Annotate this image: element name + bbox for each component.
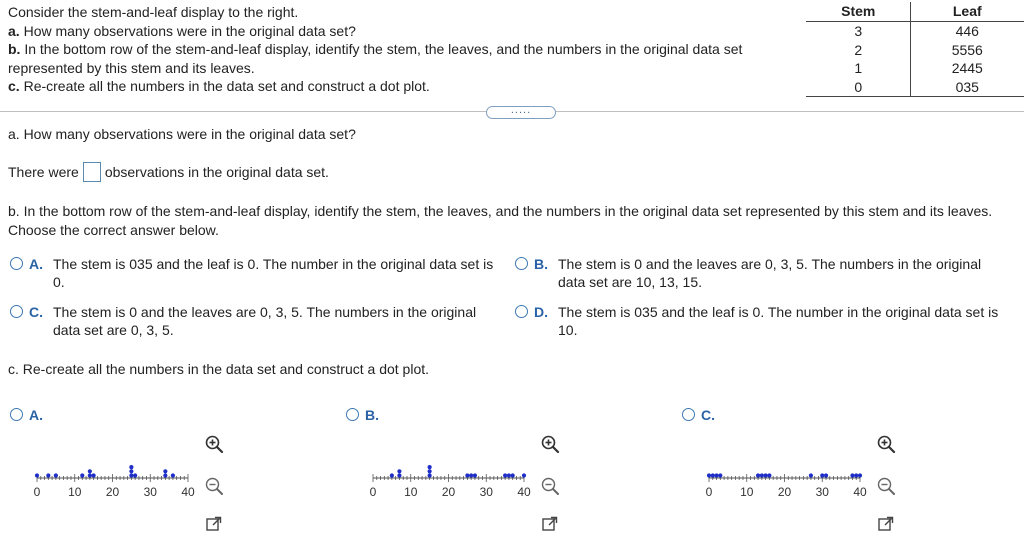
stem-cell: 0 <box>807 78 911 97</box>
choice-letter: C. <box>701 407 715 423</box>
stem-leaf-table <box>806 2 1024 97</box>
table-row <box>807 41 1024 60</box>
zoom-in-icon[interactable] <box>539 433 561 455</box>
data-dot <box>522 473 526 477</box>
tick-label: 20 <box>105 485 120 499</box>
stem-header: Stem <box>807 2 911 22</box>
zoom-out-icon[interactable] <box>203 475 225 497</box>
data-dot <box>92 473 96 477</box>
dot-plot-a <box>30 455 200 500</box>
data-dot <box>390 473 394 477</box>
tick-label: 20 <box>441 485 456 499</box>
data-dot <box>714 473 718 477</box>
tick-label: 20 <box>777 485 792 499</box>
data-dot <box>850 473 854 477</box>
tick-label: 0 <box>369 485 377 499</box>
radio-button[interactable] <box>682 408 695 421</box>
data-dot <box>858 473 862 477</box>
answer-suffix: observations in the original data set. <box>104 164 329 180</box>
data-dot <box>718 473 722 477</box>
part-a-answer-line <box>8 162 329 182</box>
leaf-cell: 2445 <box>951 60 983 76</box>
data-dot <box>163 473 167 477</box>
answer-prefix: There were <box>8 164 79 180</box>
zoom-out-icon[interactable] <box>539 475 561 497</box>
data-dot <box>507 473 511 477</box>
leaf-cell: 446 <box>955 23 979 39</box>
table-row <box>807 59 1024 78</box>
data-dot <box>129 465 133 469</box>
data-dot <box>511 473 515 477</box>
label-a: a. <box>8 22 20 39</box>
data-dot <box>809 473 813 477</box>
data-dot <box>764 473 768 477</box>
data-dot <box>824 473 828 477</box>
data-dot <box>133 473 137 477</box>
data-dot <box>503 473 507 477</box>
intro-b: In the bottom row of the stem-and-leaf display, identify the stem, the leaves, and the numbers in the original data set represented by this stem and its leaves. <box>8 41 743 76</box>
intro-text <box>8 3 808 96</box>
radio-button[interactable] <box>515 305 528 318</box>
popout-icon[interactable] <box>205 515 223 533</box>
data-dot <box>428 469 432 473</box>
label-c: c. <box>8 78 20 94</box>
tick-label: 40 <box>181 485 195 499</box>
choice-letter: A. <box>29 407 43 423</box>
choice-letter: D. <box>534 304 548 320</box>
choice-text: The stem is 0 and the leaves are 0, 3, 5. The numbers in the original data set are 10, 13, 15. <box>558 256 982 290</box>
stem-cell: 1 <box>807 59 911 78</box>
choice-b[interactable] <box>515 255 985 291</box>
data-dot <box>397 473 401 477</box>
tick-label: 0 <box>705 485 713 499</box>
popout-icon[interactable] <box>541 515 559 533</box>
tick-label: 0 <box>33 485 41 499</box>
expand-button[interactable]: ..... <box>486 106 556 119</box>
data-dot <box>80 473 84 477</box>
leaf-header: Leaf <box>910 2 1024 22</box>
radio-button[interactable] <box>515 257 528 270</box>
plot-option-c[interactable] <box>682 406 725 424</box>
data-dot <box>163 469 167 473</box>
data-dot <box>88 469 92 473</box>
dot-plot-b <box>366 455 536 500</box>
radio-button[interactable] <box>10 305 23 318</box>
data-dot <box>854 473 858 477</box>
data-dot <box>469 473 473 477</box>
data-dot <box>129 469 133 473</box>
part-c-question: c. Re-create all the numbers in the data set and construct a dot plot. <box>8 361 430 377</box>
choice-text: The stem is 035 and the leaf is 0. The number in the original data set is 10. <box>558 304 999 338</box>
label-b: b. <box>8 41 21 57</box>
choice-letter: C. <box>29 304 43 320</box>
data-dot <box>171 473 175 477</box>
data-dot <box>54 473 58 477</box>
data-dot <box>428 473 432 477</box>
tick-label: 30 <box>143 485 157 499</box>
data-dot <box>397 469 401 473</box>
intro-line: Consider the stem-and-leaf display to the right. <box>8 4 299 20</box>
choice-d[interactable] <box>515 303 1015 339</box>
zoom-in-icon[interactable] <box>203 433 225 455</box>
tick-label: 10 <box>68 485 82 499</box>
leaf-cell: 035 <box>910 78 1024 97</box>
data-dot <box>129 473 133 477</box>
choice-c[interactable] <box>10 303 480 339</box>
observations-input[interactable] <box>83 162 101 182</box>
choice-text: The stem is 0 and the leaves are 0, 3, 5. The numbers in the original data set are 0, 3, 5. <box>53 304 477 338</box>
data-dot <box>756 473 760 477</box>
dot-plot-c <box>702 455 872 500</box>
data-dot <box>760 473 764 477</box>
tick-label: 30 <box>479 485 493 499</box>
tick-label: 10 <box>404 485 418 499</box>
table-row <box>807 78 1024 97</box>
data-dot <box>428 465 432 469</box>
leaf-cell: 5556 <box>951 41 983 58</box>
intro-a: How many observations were in the original data set? <box>23 22 356 39</box>
popout-icon[interactable] <box>877 515 895 533</box>
radio-button[interactable] <box>10 408 23 421</box>
stem-cell: 3 <box>807 22 911 41</box>
intro-c: Re-create all the numbers in the data set and construct a dot plot. <box>23 78 430 94</box>
data-dot <box>35 473 39 477</box>
plot-option-b[interactable] <box>346 406 389 424</box>
data-dot <box>473 473 477 477</box>
data-dot <box>820 473 824 477</box>
tick-label: 40 <box>517 485 531 499</box>
data-dot <box>465 473 469 477</box>
plot-option-a[interactable] <box>10 406 53 424</box>
data-dot <box>88 473 92 477</box>
data-dot <box>707 473 711 477</box>
choice-letter: B. <box>534 256 548 272</box>
part-a-question: a. How many observations were in the original data set? <box>8 126 356 142</box>
tick-label: 10 <box>740 485 754 499</box>
stem-cell: 2 <box>807 41 911 60</box>
data-dot <box>711 473 715 477</box>
tick-label: 40 <box>853 485 867 499</box>
data-dot <box>46 473 50 477</box>
choice-a[interactable] <box>10 255 504 291</box>
zoom-out-icon[interactable] <box>875 475 897 497</box>
choice-letter: A. <box>29 256 43 272</box>
choice-letter: B. <box>365 407 379 423</box>
zoom-in-icon[interactable] <box>875 433 897 455</box>
data-dot <box>767 473 771 477</box>
table-row <box>807 22 1024 41</box>
tick-label: 30 <box>815 485 829 499</box>
radio-button[interactable] <box>346 408 359 421</box>
part-b-question: b. In the bottom row of the stem-and-leaf display, identify the stem, the leaves, and the numbers in the original data set represented by this stem and its leaves. Choose the correct answer below. <box>8 203 993 238</box>
radio-button[interactable] <box>10 257 23 270</box>
choice-text: The stem is 035 and the leaf is 0. The number in the original data set is 0. <box>53 256 494 290</box>
